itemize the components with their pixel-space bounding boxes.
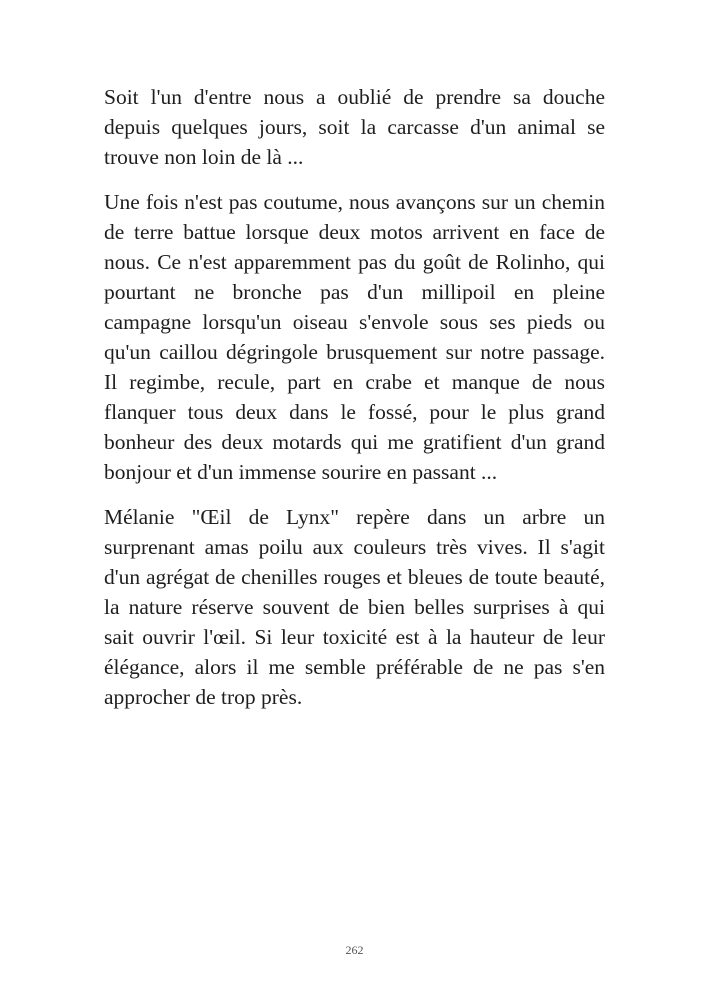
page-number: 262 [345,943,364,957]
paragraph-shower-carcass: Soit l'un d'entre nous a oublié de prendre sa douche depuis quelques jours, soit la carcasse d'un animal se trouve non loin de là ... [104,85,605,169]
paragraph-motorcycles-rolinho: Une fois n'est pas coutume, nous avançons sur un chemin de terre battue lorsque deux motos arrivent en face de nous. Ce n'est apparemment pas du goût de Rolinho, qui pourtant ne bronche pas d'un millipoil en pleine campagne lorsqu'un oiseau s'envole sous ses pieds ou qu'un caillou dégringole brusquement sur notre passage. Il regimbe, recule, part en crabe et manque de nous flanquer tous deux dans le fossé, pour le plus grand bonheur des deux motards qui me gratifient d'un grand bonjour et d'un immense sourire en passant ... [104,190,605,484]
body-text [104,82,605,727]
paragraph-caterpillars: Mélanie "Œil de Lynx" repère dans un arbre un surprenant amas poilu aux couleurs très vives. Il s'agit d'un agrégat de chenilles rouges et bleues de toute beauté, la nature réserve souvent de bien belles surprises à qui sait ouvrir l'œil. Si leur toxicité est à la hauteur de leur élégance, alors il me semble préférable de ne pas s'en approcher de trop près. [104,505,605,709]
